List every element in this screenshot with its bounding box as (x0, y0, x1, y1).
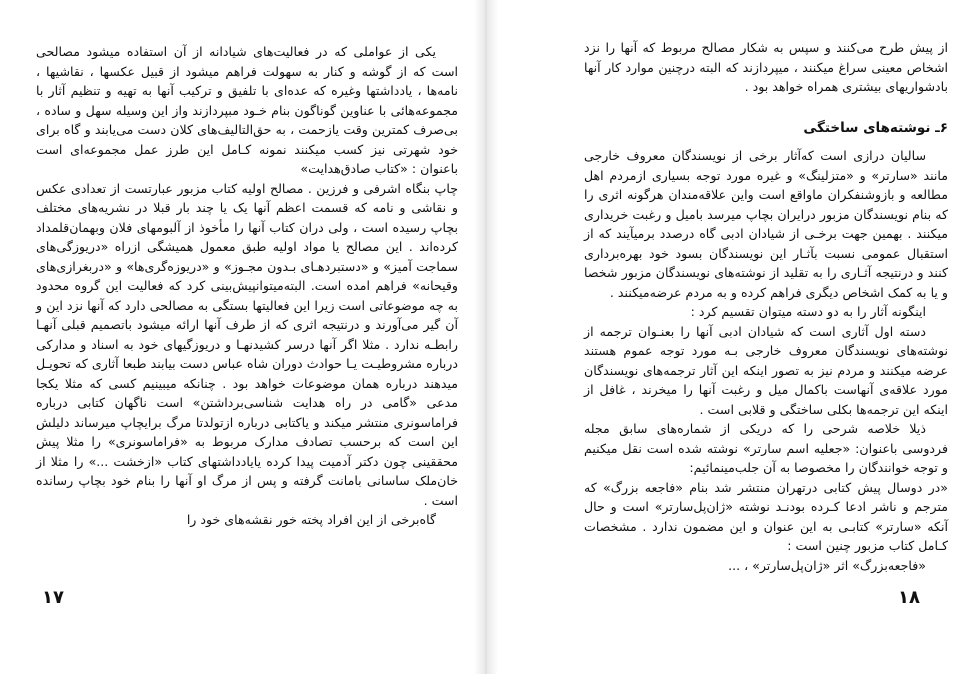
right-page-number: ۱۸ (898, 587, 920, 608)
left-paragraph-2-text: چاپ بنگاه اشرفی و فرزین . مصالح اولیه کتاب مزبور عبارتست از تعدادی عکس و نقاشی و نامه که قسمت اعظم آنها یک یا چند بار قبلا در نشریه‌های مختلف بچاپ رسیده است ، ولی دران کتاب آنها را مأخوذ از آلبومهای فلان وبهمان‌قلمداد کرده‌اند . این مصالح یا مواد اولیه طبق معمول همیشگی ازراه «دریوزگی‌های سماجت آمیز» و «دستبردهـای بـدون مجـوز» و «دریوزه‌گری‌ها» و «دربغرازی‌های وقیحانه» فراهم امده است. البته‌میتوانپیش‌بینی کرد که فعالیت این گروه محدود به چه موضوعاتی است زیرا این فعالیتها بستگی به مصالحی دارد که آنها نزد این و آن گیر می‌آورند و درنتیجه اثری که از طرف آنها ارائه میشود باتصمیم قبلی آنهـا رابطـه ندارد . مثلا اگر آنها درسر کشیدنهـا و دریوزگیهای خود به اسناد و مدارکی درباره مشروطیـت یـا حوادث دوران شاه عباس دست بیابند طبعا آثاری که تحویـل میدهند درباره همان موضوعات خواهد بود . چنانکه میبینیم کسی که مثلا یکجا مدعی «گامی در راه هدایت شناسی‌برداشتن» است ناگهان کتابی درباره فراماسونری منتشر میکند و یاکتابی درباره ازتولدتا مرگ برایچاپ میرساند دلیلش این است که برحسب تصادف مدارک مربوط به «فراماسونری» را مثلا پیش محققینی چون دکتر آدمیت پیدا کرده یایادداشتهای کتاب «ازخشت ...» را مثلا از خان‌ملک ساسانی بامانت گرفته و پس از مرگ او آنها را بنام خود بچاپ رسانده است . (36, 180, 458, 508)
right-paragraph-6 (584, 556, 948, 576)
left-paragraph-1-text: یکی از عواملی که در فعالیت‌های شیادانه از آن استفاده میشود مصالحی است که از گوشه و کنار به سهولت فراهم میشود از قبیل عکسها ، نقاشیها ، نامه‌ها ، یادداشتها وغیره که عده‌ای با تلفیق و ترکیب آنها به تهیه و تنظیم آثار با مجموعه‌هائی با عناوین گوناگون بنام خـود مبپردازند واز این وسیله سهل و ساده ، بی‌صرف کمترین وقت یازحمت ، به حق‌التالیف‌های کلان دست می‌یابند و گاه برای خود شهرتی نیز کسب میکنند نمونه کـامل این طرز عمل مجموعه‌ای است باعنوان : «کتاب صادق‌هدایت» (36, 44, 458, 176)
left-paragraph-2 (36, 179, 458, 511)
right-paragraph-1 (584, 146, 948, 302)
left-page-number: ۱۷ (42, 587, 64, 608)
right-paragraph-3 (584, 322, 948, 420)
left-page-body (36, 42, 458, 530)
left-paragraph-3-text: گاه‌برخی از این افراد پخته خور نقشه‌های خود را (186, 512, 436, 527)
right-top-paragraph: از پیش طرح می‌کنند و سپس به شکار مصالح مربوط که آنها را نزد اشخاص معینی سراغ میکنند ، میپردازند که البته درچنین موارد کار آنها بادشواریهای بیشتری همراه خواهد بود . (584, 40, 948, 94)
right-paragraph-4-text: ذیلا خلاصه شرحی را که دریکی از شماره‌های سابق مجله فردوسی باعنوان: «جعلیه اسم سارتر» نوشته شده است نقل میکنیم و توجه خوانندگان را مخصوصا به آن جلب‌مینمائیم: (584, 421, 948, 475)
right-paragraph-4 (584, 419, 948, 478)
right-paragraph-5 (584, 478, 948, 556)
right-paragraph-5-text: «در دوسال پیش کتابی درتهران منتشر شد بنام «فاجعه بزرگ» که مترجم و ناشر ادعا کـرده بودنـد نوشته «ژان‌پل‌سارتر» است و حال آنکه «سارتر» کتابـی به این عنوان و این مضمون ندارد . مشخصات کـامل کتاب مزبور چنین است : (584, 479, 948, 553)
left-paragraph-1 (36, 42, 458, 179)
right-paragraph-2 (584, 302, 948, 322)
right-page (486, 0, 972, 674)
right-page-body (584, 146, 948, 575)
section-heading: ۶ـ نوشته‌های ساختگی (803, 120, 948, 136)
left-paragraph-3 (36, 510, 458, 530)
right-paragraph-3-text: دسته اول آثاری است که شیادان ادبی آنها را بعنـوان ترجمه از نوشته‌های نویسندگان معروف خارجی بـه مورد توجه عموم هستند عرضه میکنند و مردم نیز به تصور اینکه این آثار ترجمه‌های نویسندگان مورد علاقه‌ی آنهاست باکمال میل و رغبت آنها را میخرند ، غافل از اینکه این ترجمه‌ها بکلی ساختگی و قلابی است . (584, 323, 948, 417)
right-paragraph-6-text: «فاجعه‌بزرگ» اثر «ژان‌پل‌سارتر» ، ... (728, 557, 926, 573)
right-paragraph-1-text: سالیان درازی است که‌آثار برخی از نویسندگان معروف خارجی مانند «سارتر» و «متزلینگ» و غیره مورد توجه بسیاری ازمردم اهل مطالعه و بازوشنفکران ماواقع است واین علاقه‌مندان هرگونه اثری را که بنام نویسندگان مزبور درایران بچاپ میرسد بامیل و رغبت خریداری میکنند . بهمین جهت برخـی از شیادان ادبی گاه درصدد برمیآیند که از استقبال عمومی نسبت بآثـار این نویسندگان بسود خود بهره‌برداری کنند و درنتیجه آثـاری را به تقلید از نوشته‌های نویسندگان مزبور شخصا و یا به کمک اشخاص دیگری فراهم کرده و به مردم عرضه‌میکنند . (584, 148, 948, 300)
right-paragraph-2-text: اینگونه آثار را به دو دسته میتوان تقسیم کرد : (690, 304, 926, 319)
